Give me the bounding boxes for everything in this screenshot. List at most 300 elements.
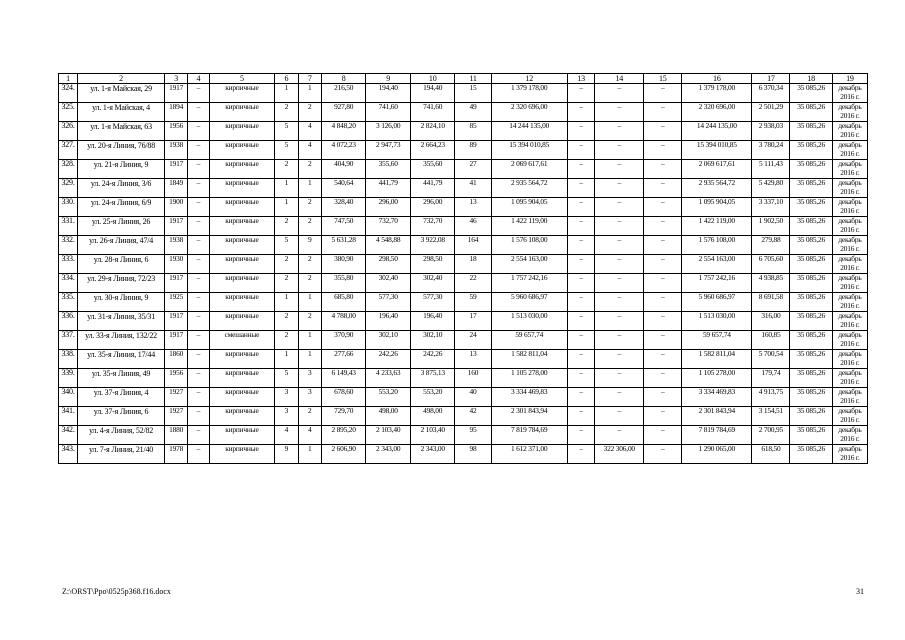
wall-material-cell: кирпичные — [209, 84, 275, 103]
wall-material-cell: кирпичные — [209, 388, 275, 407]
living-area-cell: 741,60 — [366, 103, 411, 122]
table-row — [59, 445, 868, 464]
cell-14-cell: – — [595, 198, 644, 217]
residents-cell: 59 — [455, 293, 491, 312]
residential-area-cell: 194,40 — [410, 84, 455, 103]
norm-cost-cell: 35 085,26 — [790, 293, 832, 312]
cost-per-sqm-cell: 8 691,58 — [752, 293, 790, 312]
living-area-cell: 302,40 — [366, 274, 411, 293]
total-area-cell: 2 606,90 — [321, 445, 366, 464]
deadline-cell: декабрь 2016 г. — [832, 122, 867, 141]
cell-15-cell: – — [644, 236, 682, 255]
living-area-cell: 355,60 — [366, 160, 411, 179]
floors-cell: 2 — [275, 274, 298, 293]
living-area-cell: 196,40 — [366, 312, 411, 331]
floors-cell: 1 — [275, 198, 298, 217]
living-area-cell: 441,79 — [366, 179, 411, 198]
cost-total-cell: 2 069 617,61 — [491, 160, 567, 179]
cell-14-cell: – — [595, 84, 644, 103]
cost-per-sqm-cell: 6 705,60 — [752, 255, 790, 274]
street-address-cell: ул. 26-я Линия, 47/4 — [78, 236, 165, 255]
floors-cell: 5 — [275, 141, 298, 160]
floors-cell: 1 — [275, 84, 298, 103]
total-area-cell: 380,90 — [321, 255, 366, 274]
cell-14-cell: – — [595, 217, 644, 236]
cell-13-cell: – — [567, 426, 595, 445]
year-built-cell: 1860 — [165, 350, 188, 369]
street-address-cell: ул. 4-я Линия, 52/82 — [78, 426, 165, 445]
deadline-cell: декабрь 2016 г. — [832, 331, 867, 350]
table-row — [59, 179, 868, 198]
cell-14-cell: – — [595, 369, 644, 388]
table-row — [59, 198, 868, 217]
entrances-cell: 2 — [298, 198, 321, 217]
cost-remaining-cell: 1 379 178,00 — [682, 84, 752, 103]
cell-15-cell: – — [644, 198, 682, 217]
cost-remaining-cell: 1 290 065,00 — [682, 445, 752, 464]
street-address-cell: ул. 7-я Линия, 21/40 — [78, 445, 165, 464]
register-table — [58, 73, 868, 464]
norm-cost-cell: 35 085,26 — [790, 179, 832, 198]
residents-cell: 46 — [455, 217, 491, 236]
cost-per-sqm-cell: 3 337,10 — [752, 198, 790, 217]
cost-per-sqm-cell: 6 370,34 — [752, 84, 790, 103]
deadline-cell: декабрь 2016 г. — [832, 179, 867, 198]
year-built-cell: 1917 — [165, 84, 188, 103]
deadline-cell: декабрь 2016 г. — [832, 160, 867, 179]
row-number-cell: 328. — [59, 160, 78, 179]
row-number-cell: 325. — [59, 103, 78, 122]
deadline-cell: декабрь 2016 г. — [832, 141, 867, 160]
cell-4-cell: – — [188, 103, 209, 122]
floors-cell: 1 — [275, 293, 298, 312]
living-area-cell: 4 548,88 — [366, 236, 411, 255]
cost-per-sqm-cell: 3 780,24 — [752, 141, 790, 160]
cell-13-cell: – — [567, 179, 595, 198]
residential-area-cell: 2 824,10 — [410, 122, 455, 141]
cell-4-cell: – — [188, 236, 209, 255]
floors-cell: 2 — [275, 160, 298, 179]
residents-cell: 22 — [455, 274, 491, 293]
entrances-cell: 4 — [298, 426, 321, 445]
column-number-cell: 12 — [491, 74, 567, 84]
residential-area-cell: 196,40 — [410, 312, 455, 331]
norm-cost-cell: 35 085,26 — [790, 160, 832, 179]
cost-total-cell: 14 244 135,00 — [491, 122, 567, 141]
total-area-cell: 685,80 — [321, 293, 366, 312]
norm-cost-cell: 35 085,26 — [790, 407, 832, 426]
wall-material-cell: смешанные — [209, 331, 275, 350]
total-area-cell: 6 149,43 — [321, 369, 366, 388]
cell-13-cell: – — [567, 369, 595, 388]
living-area-cell: 302,10 — [366, 331, 411, 350]
table-row — [59, 84, 868, 103]
norm-cost-cell: 35 085,26 — [790, 122, 832, 141]
deadline-cell: декабрь 2016 г. — [832, 369, 867, 388]
residential-area-cell: 302,10 — [410, 331, 455, 350]
cell-14-cell: – — [595, 255, 644, 274]
cell-15-cell: – — [644, 388, 682, 407]
cell-15-cell: – — [644, 179, 682, 198]
cell-4-cell: – — [188, 445, 209, 464]
cell-14-cell: – — [595, 350, 644, 369]
total-area-cell: 404,90 — [321, 160, 366, 179]
cell-13-cell: – — [567, 407, 595, 426]
deadline-cell: декабрь 2016 г. — [832, 198, 867, 217]
residential-area-cell: 298,50 — [410, 255, 455, 274]
cell-4-cell: – — [188, 198, 209, 217]
cell-15-cell: – — [644, 103, 682, 122]
year-built-cell: 1894 — [165, 103, 188, 122]
living-area-cell: 298,50 — [366, 255, 411, 274]
cell-14-cell: – — [595, 236, 644, 255]
wall-material-cell: кирпичные — [209, 293, 275, 312]
row-number-cell: 324. — [59, 84, 78, 103]
total-area-cell: 540,64 — [321, 179, 366, 198]
cell-4-cell: – — [188, 255, 209, 274]
cost-remaining-cell: 1 105 278,00 — [682, 369, 752, 388]
column-number-cell: 8 — [321, 74, 366, 84]
cell-4-cell: – — [188, 331, 209, 350]
deadline-cell: декабрь 2016 г. — [832, 293, 867, 312]
column-number-cell: 1 — [59, 74, 78, 84]
row-number-cell: 333. — [59, 255, 78, 274]
cost-per-sqm-cell: 2 700,95 — [752, 426, 790, 445]
cost-total-cell: 3 334 469,83 — [491, 388, 567, 407]
norm-cost-cell: 35 085,26 — [790, 388, 832, 407]
year-built-cell: 1917 — [165, 217, 188, 236]
cost-total-cell: 1 095 904,05 — [491, 198, 567, 217]
wall-material-cell: кирпичные — [209, 236, 275, 255]
table-row — [59, 122, 868, 141]
living-area-cell: 498,00 — [366, 407, 411, 426]
entrances-cell: 1 — [298, 445, 321, 464]
cell-14-cell: – — [595, 122, 644, 141]
cell-4-cell: – — [188, 141, 209, 160]
cost-remaining-cell: 1 582 811,04 — [682, 350, 752, 369]
residents-cell: 89 — [455, 141, 491, 160]
year-built-cell: 1938 — [165, 236, 188, 255]
street-address-cell: ул. 31-я Линия, 35/31 — [78, 312, 165, 331]
table-row — [59, 255, 868, 274]
row-number-cell: 343. — [59, 445, 78, 464]
street-address-cell: ул. 24-я Линия, 6/9 — [78, 198, 165, 217]
cell-15-cell: – — [644, 312, 682, 331]
cell-4-cell: – — [188, 388, 209, 407]
cost-remaining-cell: 1 757 242,16 — [682, 274, 752, 293]
entrances-cell: 4 — [298, 141, 321, 160]
cost-per-sqm-cell: 618,50 — [752, 445, 790, 464]
floors-cell: 2 — [275, 255, 298, 274]
norm-cost-cell: 35 085,26 — [790, 255, 832, 274]
column-number-cell: 16 — [682, 74, 752, 84]
cell-13-cell: – — [567, 445, 595, 464]
column-number-cell: 18 — [790, 74, 832, 84]
entrances-cell: 1 — [298, 84, 321, 103]
norm-cost-cell: 35 085,26 — [790, 84, 832, 103]
norm-cost-cell: 35 085,26 — [790, 198, 832, 217]
residents-cell: 27 — [455, 160, 491, 179]
floors-cell: 1 — [275, 350, 298, 369]
cost-total-cell: 2 554 163,00 — [491, 255, 567, 274]
cell-13-cell: – — [567, 217, 595, 236]
residents-cell: 18 — [455, 255, 491, 274]
floors-cell: 4 — [275, 426, 298, 445]
cell-4-cell: – — [188, 426, 209, 445]
wall-material-cell: кирпичные — [209, 160, 275, 179]
cell-15-cell: – — [644, 274, 682, 293]
residents-cell: 24 — [455, 331, 491, 350]
floors-cell: 5 — [275, 236, 298, 255]
cell-14-cell: – — [595, 407, 644, 426]
entrances-cell: 2 — [298, 274, 321, 293]
cost-remaining-cell: 2 069 617,61 — [682, 160, 752, 179]
total-area-cell: 328,40 — [321, 198, 366, 217]
year-built-cell: 1917 — [165, 312, 188, 331]
street-address-cell: ул. 1-я Майская, 63 — [78, 122, 165, 141]
cost-total-cell: 1 379 178,00 — [491, 84, 567, 103]
cost-remaining-cell: 7 819 784,69 — [682, 426, 752, 445]
cell-14-cell: – — [595, 331, 644, 350]
register-table-container — [58, 73, 868, 464]
table-row — [59, 217, 868, 236]
residential-area-cell: 441,79 — [410, 179, 455, 198]
cost-per-sqm-cell: 3 154,51 — [752, 407, 790, 426]
cell-14-cell: – — [595, 388, 644, 407]
cell-15-cell: – — [644, 331, 682, 350]
year-built-cell: 1917 — [165, 160, 188, 179]
cost-per-sqm-cell: 2 938,03 — [752, 122, 790, 141]
residents-cell: 95 — [455, 426, 491, 445]
cost-total-cell: 1 576 108,00 — [491, 236, 567, 255]
row-number-cell: 329. — [59, 179, 78, 198]
cost-total-cell: 2 301 843,94 — [491, 407, 567, 426]
norm-cost-cell: 35 085,26 — [790, 331, 832, 350]
cell-13-cell: – — [567, 103, 595, 122]
entrances-cell: 2 — [298, 312, 321, 331]
deadline-cell: декабрь 2016 г. — [832, 236, 867, 255]
column-number-cell: 9 — [366, 74, 411, 84]
residential-area-cell: 355,60 — [410, 160, 455, 179]
cell-15-cell: – — [644, 369, 682, 388]
total-area-cell: 927,80 — [321, 103, 366, 122]
residential-area-cell: 3 875,13 — [410, 369, 455, 388]
column-number-cell: 14 — [595, 74, 644, 84]
year-built-cell: 1956 — [165, 369, 188, 388]
cost-per-sqm-cell: 4 913,75 — [752, 388, 790, 407]
cost-per-sqm-cell: 179,74 — [752, 369, 790, 388]
cost-per-sqm-cell: 160,85 — [752, 331, 790, 350]
row-number-cell: 338. — [59, 350, 78, 369]
total-area-cell: 5 631,28 — [321, 236, 366, 255]
living-area-cell: 4 233,63 — [366, 369, 411, 388]
total-area-cell: 678,60 — [321, 388, 366, 407]
year-built-cell: 1927 — [165, 388, 188, 407]
cost-per-sqm-cell: 5 700,54 — [752, 350, 790, 369]
table-row — [59, 274, 868, 293]
table-row — [59, 312, 868, 331]
cost-remaining-cell: 14 244 135,00 — [682, 122, 752, 141]
column-number-cell: 17 — [752, 74, 790, 84]
row-number-cell: 334. — [59, 274, 78, 293]
cell-14-cell: 322 306,00 — [595, 445, 644, 464]
floors-cell: 1 — [275, 179, 298, 198]
cell-15-cell: – — [644, 426, 682, 445]
entrances-cell: 9 — [298, 236, 321, 255]
residents-cell: 15 — [455, 84, 491, 103]
residents-cell: 13 — [455, 198, 491, 217]
cost-total-cell: 1 513 030,00 — [491, 312, 567, 331]
row-number-cell: 341. — [59, 407, 78, 426]
cell-14-cell: – — [595, 426, 644, 445]
cell-14-cell: – — [595, 141, 644, 160]
column-number-cell: 7 — [298, 74, 321, 84]
wall-material-cell: кирпичные — [209, 103, 275, 122]
total-area-cell: 277,66 — [321, 350, 366, 369]
cost-per-sqm-cell: 2 501,29 — [752, 103, 790, 122]
year-built-cell: 1927 — [165, 407, 188, 426]
norm-cost-cell: 35 085,26 — [790, 445, 832, 464]
deadline-cell: декабрь 2016 г. — [832, 407, 867, 426]
living-area-cell: 3 126,00 — [366, 122, 411, 141]
cell-4-cell: – — [188, 350, 209, 369]
total-area-cell: 4 848,20 — [321, 122, 366, 141]
table-row — [59, 407, 868, 426]
street-address-cell: ул. 37-я Линия, 6 — [78, 407, 165, 426]
cell-15-cell: – — [644, 255, 682, 274]
deadline-cell: декабрь 2016 г. — [832, 388, 867, 407]
cost-total-cell: 5 960 686,97 — [491, 293, 567, 312]
residential-area-cell: 296,00 — [410, 198, 455, 217]
cell-15-cell: – — [644, 407, 682, 426]
column-number-cell: 4 — [188, 74, 209, 84]
cost-remaining-cell: 2 935 564,72 — [682, 179, 752, 198]
column-number-cell: 5 — [209, 74, 275, 84]
street-address-cell: ул. 29-я Линия, 72/23 — [78, 274, 165, 293]
floors-cell: 2 — [275, 331, 298, 350]
column-number-cell: 19 — [832, 74, 867, 84]
street-address-cell: ул. 24-я Линия, 3/6 — [78, 179, 165, 198]
deadline-cell: декабрь 2016 г. — [832, 255, 867, 274]
cell-4-cell: – — [188, 84, 209, 103]
cost-remaining-cell: 2 320 696,00 — [682, 103, 752, 122]
residential-area-cell: 553,20 — [410, 388, 455, 407]
cost-remaining-cell: 1 513 030,00 — [682, 312, 752, 331]
residents-cell: 17 — [455, 312, 491, 331]
cell-15-cell: – — [644, 141, 682, 160]
residents-cell: 42 — [455, 407, 491, 426]
residents-cell: 164 — [455, 236, 491, 255]
cell-4-cell: – — [188, 274, 209, 293]
cell-13-cell: – — [567, 293, 595, 312]
page-number: 31 — [856, 587, 864, 596]
cost-total-cell: 1 757 242,16 — [491, 274, 567, 293]
living-area-cell: 553,20 — [366, 388, 411, 407]
cost-total-cell: 7 819 784,69 — [491, 426, 567, 445]
street-address-cell: ул. 21-я Линия, 9 — [78, 160, 165, 179]
year-built-cell: 1917 — [165, 274, 188, 293]
floors-cell: 9 — [275, 445, 298, 464]
street-address-cell: ул. 35-я Линия, 17/44 — [78, 350, 165, 369]
wall-material-cell: кирпичные — [209, 274, 275, 293]
cost-remaining-cell: 1 576 108,00 — [682, 236, 752, 255]
total-area-cell: 370,90 — [321, 331, 366, 350]
cost-remaining-cell: 59 657,74 — [682, 331, 752, 350]
cost-total-cell: 2 935 564,72 — [491, 179, 567, 198]
file-path: Z:\ORST\Ppo\0525p368.f16.docx — [62, 587, 171, 596]
living-area-cell: 732,70 — [366, 217, 411, 236]
norm-cost-cell: 35 085,26 — [790, 236, 832, 255]
street-address-cell: ул. 1-я Майская, 29 — [78, 84, 165, 103]
deadline-cell: декабрь 2016 г. — [832, 426, 867, 445]
cost-remaining-cell: 2 554 163,00 — [682, 255, 752, 274]
cell-13-cell: – — [567, 274, 595, 293]
cost-total-cell: 1 422 119,00 — [491, 217, 567, 236]
row-number-cell: 330. — [59, 198, 78, 217]
row-number-cell: 327. — [59, 141, 78, 160]
living-area-cell: 242,26 — [366, 350, 411, 369]
wall-material-cell: кирпичные — [209, 122, 275, 141]
residential-area-cell: 3 922,08 — [410, 236, 455, 255]
floors-cell: 5 — [275, 369, 298, 388]
total-area-cell: 2 895,20 — [321, 426, 366, 445]
table-row — [59, 141, 868, 160]
norm-cost-cell: 35 085,26 — [790, 369, 832, 388]
cell-15-cell: – — [644, 84, 682, 103]
year-built-cell: 1938 — [165, 141, 188, 160]
table-row — [59, 103, 868, 122]
cost-per-sqm-cell: 316,00 — [752, 312, 790, 331]
cell-13-cell: – — [567, 141, 595, 160]
residential-area-cell: 498,00 — [410, 407, 455, 426]
wall-material-cell: кирпичные — [209, 217, 275, 236]
street-address-cell: ул. 35-я Линия, 49 — [78, 369, 165, 388]
residents-cell: 98 — [455, 445, 491, 464]
cell-15-cell: – — [644, 445, 682, 464]
cell-14-cell: – — [595, 160, 644, 179]
wall-material-cell: кирпичные — [209, 445, 275, 464]
entrances-cell: 1 — [298, 350, 321, 369]
street-address-cell: ул. 33-я Линия, 132/22 — [78, 331, 165, 350]
floors-cell: 2 — [275, 312, 298, 331]
norm-cost-cell: 35 085,26 — [790, 350, 832, 369]
year-built-cell: 1880 — [165, 426, 188, 445]
residents-cell: 13 — [455, 350, 491, 369]
column-number-cell: 3 — [165, 74, 188, 84]
column-number-header-row — [59, 74, 868, 84]
row-number-cell: 337. — [59, 331, 78, 350]
cell-4-cell: – — [188, 217, 209, 236]
living-area-cell: 194,40 — [366, 84, 411, 103]
table-row — [59, 293, 868, 312]
living-area-cell: 2 947,73 — [366, 141, 411, 160]
wall-material-cell: кирпичные — [209, 179, 275, 198]
cost-per-sqm-cell: 5 111,43 — [752, 160, 790, 179]
residents-cell: 160 — [455, 369, 491, 388]
cell-13-cell: – — [567, 122, 595, 141]
entrances-cell: 4 — [298, 122, 321, 141]
wall-material-cell: кирпичные — [209, 369, 275, 388]
cost-per-sqm-cell: 279,88 — [752, 236, 790, 255]
residents-cell: 49 — [455, 103, 491, 122]
wall-material-cell: кирпичные — [209, 312, 275, 331]
residents-cell: 40 — [455, 388, 491, 407]
cell-13-cell: – — [567, 160, 595, 179]
living-area-cell: 296,00 — [366, 198, 411, 217]
cost-remaining-cell: 1 095 904,05 — [682, 198, 752, 217]
column-number-cell: 11 — [455, 74, 491, 84]
wall-material-cell: кирпичные — [209, 255, 275, 274]
